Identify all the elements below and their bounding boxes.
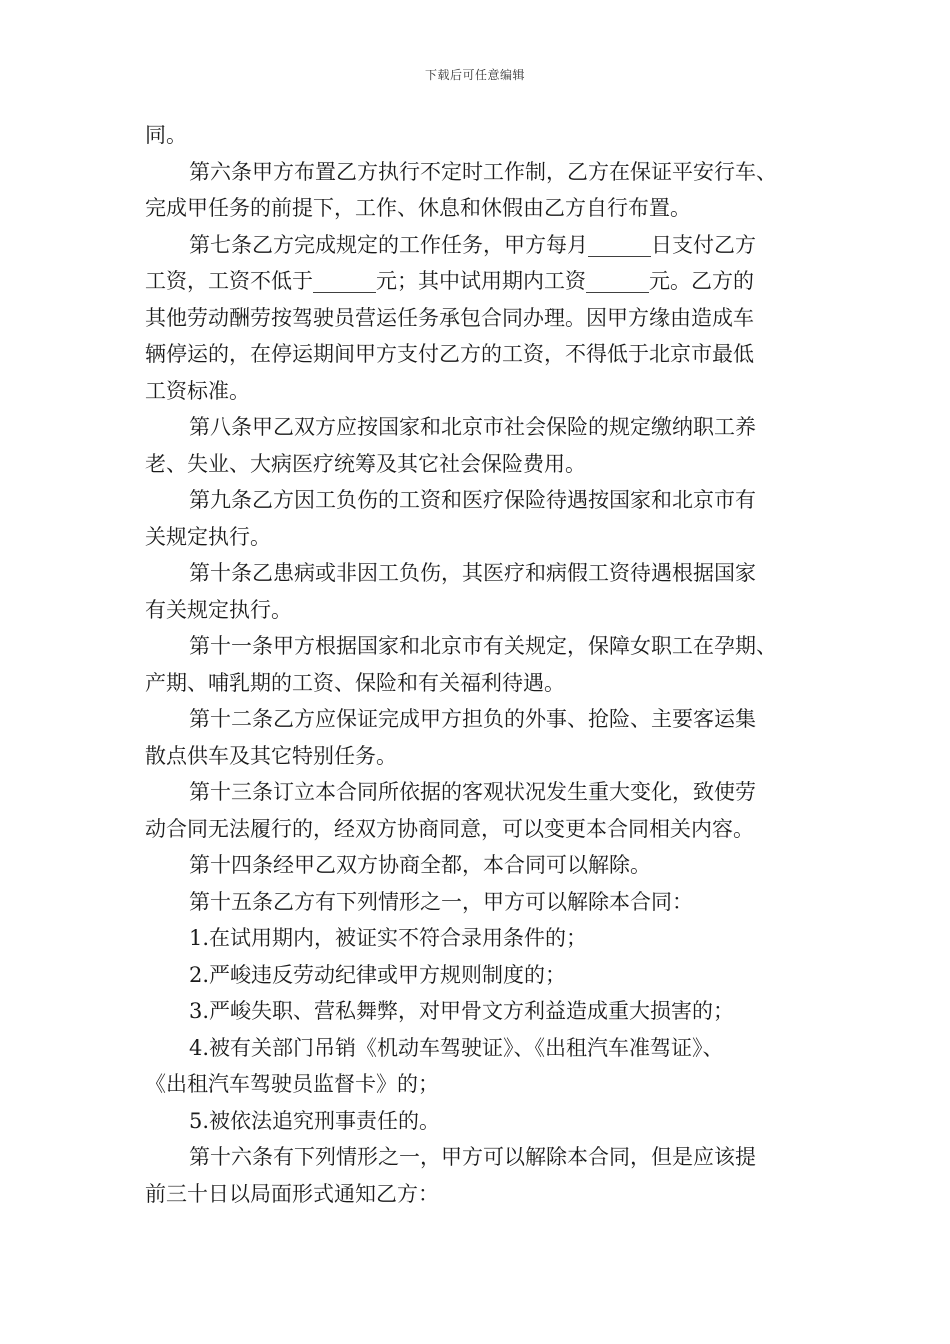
text-line: 老、失业、大病医疗统筹及其它社会保险费用。	[145, 451, 586, 476]
text-line: 其他劳动酬劳按驾驶员营运任务承包合同办理。因甲方缘由造成车	[145, 305, 754, 330]
text-line: 完成甲任务的前提下，工作、休息和休假由乙方自行布置。	[145, 196, 691, 220]
text-line: 产期、哺乳期的工资、保险和有关福利待遇。	[145, 670, 565, 695]
article-8-line: 第八条甲乙双方应按国家和北京市社会保险的规定缴纳职工养	[189, 415, 756, 439]
article-16-line: 第十六条有下列情形之一，甲方可以解除本合同，但是应该提	[189, 1145, 756, 1169]
text-line: 关规定执行。	[145, 524, 271, 549]
article-15-line: 第十五条乙方有下列情形之一，甲方可以解除本合同：	[189, 889, 693, 914]
article-10-line: 第十条乙患病或非因工负伤，其医疗和病假工资待遇根据国家	[189, 561, 756, 585]
document-body	[145, 117, 810, 1212]
text-line: 《出租汽车驾驶员监督卡》的；	[145, 1072, 439, 1096]
text-line: 散点供车及其它特别任务。	[145, 743, 397, 768]
article-9-line: 第九条乙方因工负伤的工资和医疗保险待遇按国家和北京市有	[189, 488, 756, 512]
article-12-line: 第十二条乙方应保证完成甲方担负的外事、抢险、主要客运集	[189, 707, 756, 731]
list-item-1: 1.在试用期内，被证实不符合录用条件的；	[189, 926, 588, 950]
article-13-line: 第十三条订立本合同所依据的客观状况发生重大变化，致使劳	[189, 780, 756, 804]
text-line: 工资标准。	[145, 378, 250, 403]
text-line: 辆停运的，在停运期间甲方支付乙方的工资，不得低于北京市最低	[145, 342, 754, 366]
page-header: 下载后可任意编辑	[424, 68, 525, 82]
text-line: 工资，工资不低于______元；其中试用期内工资______元。乙方的	[145, 269, 754, 293]
article-11-line: 第十一条甲方根据国家和北京市有关规定，保障女职工在孕期、	[189, 634, 777, 658]
list-item-3: 3.严峻失职、营私舞弊，对甲骨文方利益造成重大损害的；	[189, 999, 735, 1023]
list-item-5: 5.被依法追究刑事责任的。	[189, 1108, 441, 1133]
article-6-line: 第六条甲方布置乙方执行不定时工作制，乙方在保证平安行车、	[189, 159, 777, 184]
list-item-4: 4.被有关部门吊销《机动车驾驶证》、《出租汽车准驾证》、	[189, 1035, 724, 1060]
article-7-line: 第七条乙方完成规定的工作任务，甲方每月______日支付乙方	[189, 232, 756, 257]
text-line: 前三十日以局面形式通知乙方：	[145, 1181, 439, 1206]
list-item-2: 2.严峻违反劳动纪律或甲方规则制度的；	[189, 962, 567, 987]
text-line: 动合同无法履行的，经双方协商同意，可以变更本合同相关内容。	[145, 816, 754, 841]
article-14-line: 第十四条经甲乙双方协商全都，本合同可以解除。	[189, 853, 651, 877]
text-line: 同。	[145, 123, 187, 147]
text-line: 有关规定执行。	[145, 597, 292, 622]
